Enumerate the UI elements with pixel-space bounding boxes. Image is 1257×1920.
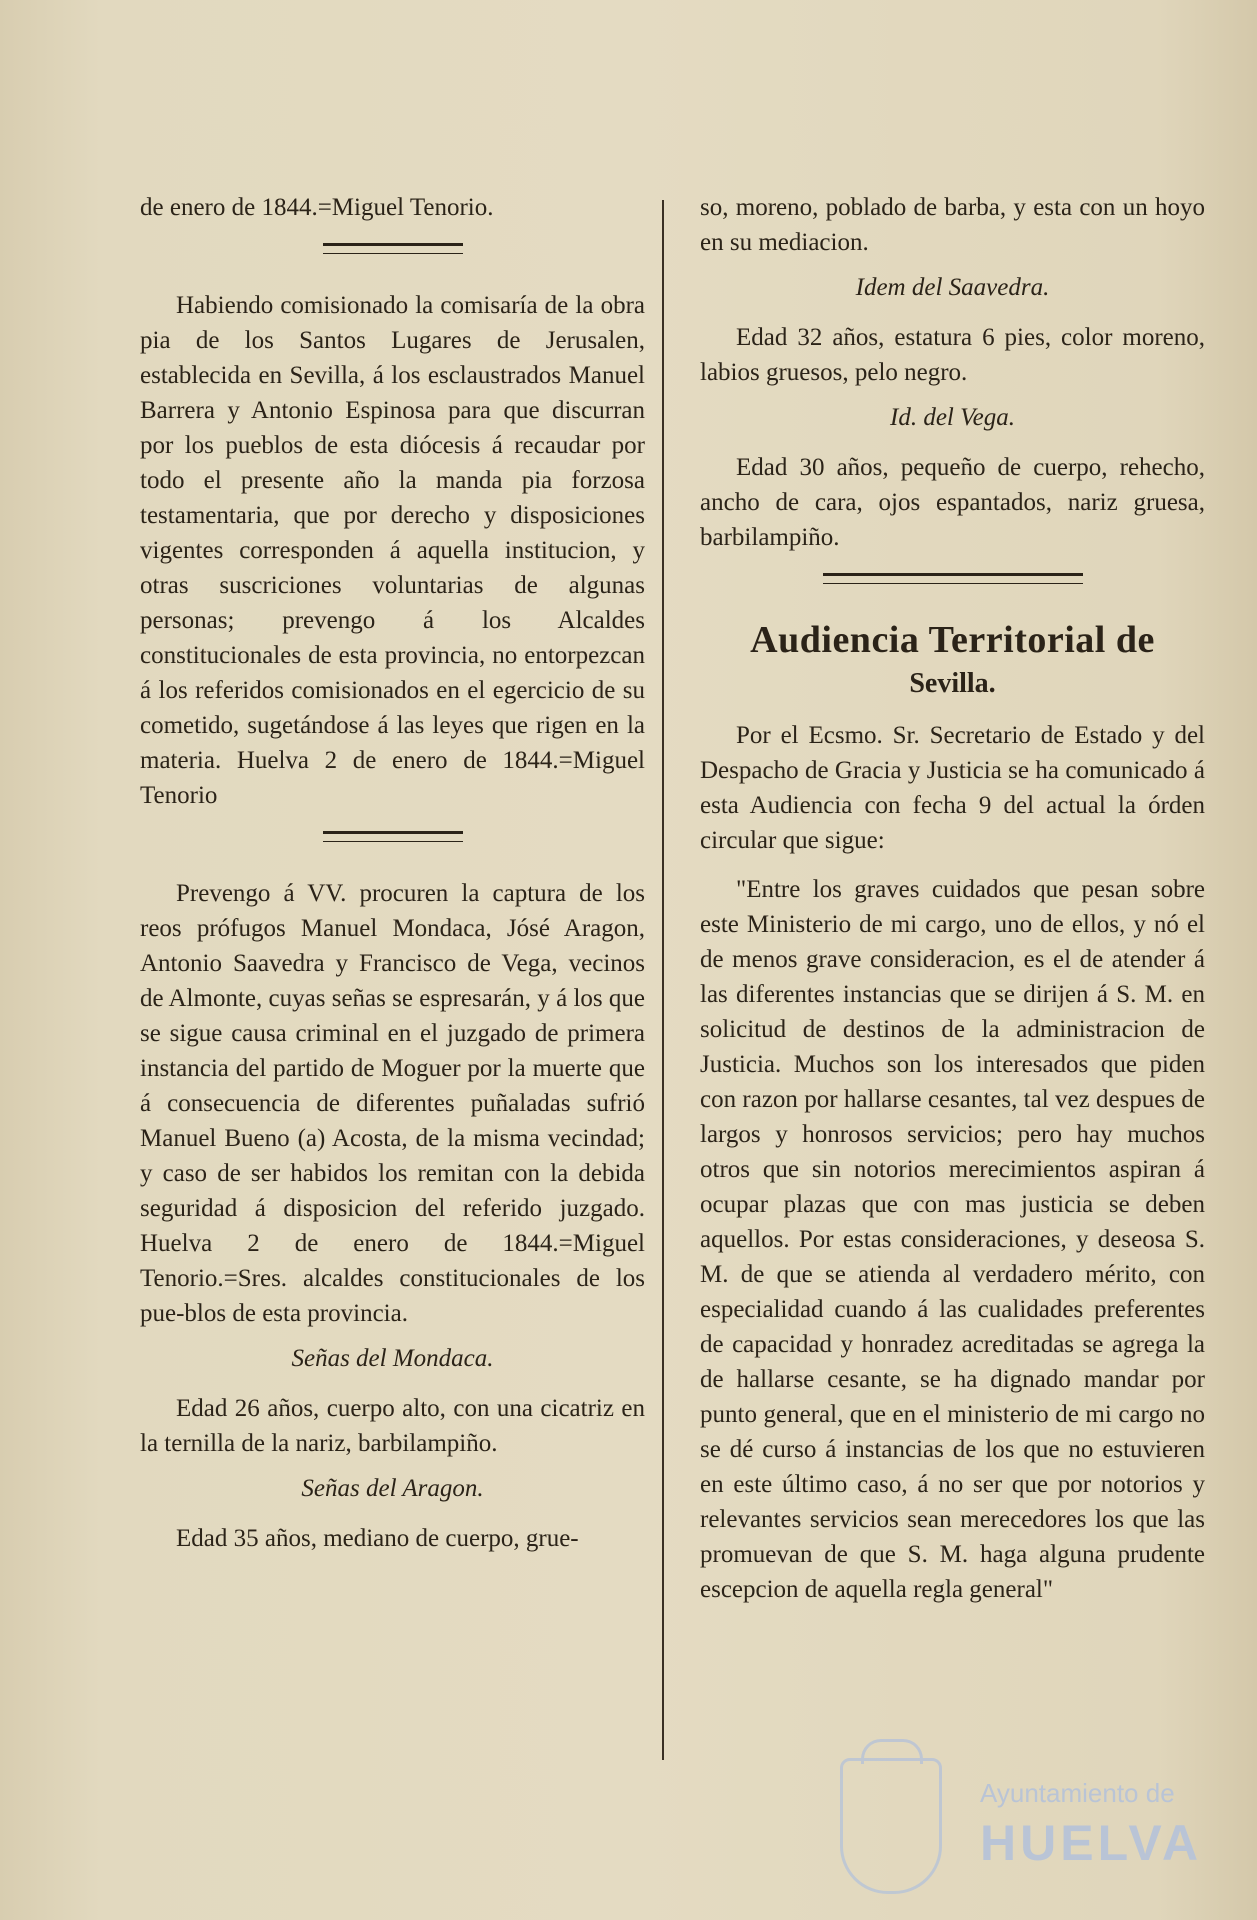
watermark-line1: Ayuntamiento de xyxy=(980,1778,1175,1808)
watermark-logo xyxy=(840,1748,1240,1898)
watermark-line2: HUELVA xyxy=(980,1815,1203,1871)
column-divider xyxy=(662,200,664,1760)
audiencia-circular: "Entre los graves cuidados que pesan sobre este Ministerio de mi cargo, uno de ellos, y nó el de menos grave consideracion, es el de atender á las diferentes instancias que se dirijen á S. M. en solicitud de destinos de la administracion de Justicia. Muchos son los interesados que piden con razon por hallarse cesantes, tal vez despues de largos y honrosos servicios; pero hay muchos otros que sin notorios merecimientos aspiran á ocupar plazas que con mas justicia se deben aquellos. Por estas consideraciones, y deseosa S. M. de que se atienda al verdadero mérito, con especialidad cuando á las cualidades preferentes de capacidad y honradez acreditadas se agrega la de hallarse cesante, se ha dignado mandar por punto general, que en el ministerio de mi cargo no se dé curso á instancias de los que no estuvieren en este último caso, á no ser que por notorios y relevantes servicios sean merecedores los que las promuevan de que S. M. haga alguna prudente escepcion de aquella regla general" xyxy=(700,876,1205,1603)
shield-icon xyxy=(840,1758,942,1894)
desc-aragon-start: Edad 35 años, mediano de cuerpo, grue- xyxy=(176,1525,579,1552)
notice-captura-reos: Prevengo á VV. procuren la captura de los reos prófugos Manuel Mondaca, Jósé Aragon, Antonio Saavedra y Francisco de Vega, vecinos de Almonte, cuyas señas se espresarán, y á los que se sigue causa criminal en el juzgado de primera instancia del partido de Moguer por la muerte que á consecuencia de diferentes puñaladas sufrió Manuel Bueno (a) Acosta, de la misma vecindad; y caso de ser habidos los remitan con la debida seguridad á disposicion del referido juzgado. Huelva 2 de enero de 1844.=Miguel Tenorio.=Sres. alcaldes constitucionales de los pue-blos de esta provincia. xyxy=(140,880,645,1327)
section-subheading: Sevilla. xyxy=(909,668,996,699)
desc-vega: Edad 30 años, pequeño de cuerpo, rehecho, ancho de cara, ojos espantados, nariz gruesa, barbilampiño. xyxy=(700,454,1205,551)
desc-saavedra: Edad 32 años, estatura 6 pies, color moreno, labios gruesos, pelo negro. xyxy=(700,324,1205,386)
audiencia-intro: Por el Ecsmo. Sr. Secretario de Estado y del Despacho de Gracia y Justicia se ha comunicado á esta Audiencia con fecha 9 del actual la órden circular que sigue: xyxy=(700,722,1205,854)
right-column xyxy=(700,190,1205,1621)
section-heading: Audiencia Territorial de xyxy=(750,619,1155,661)
section-divider xyxy=(323,831,463,842)
left-column xyxy=(140,190,645,1570)
section-divider xyxy=(323,243,463,254)
notice-santos-lugares: Habiendo comisionado la comisaría de la obra pia de los Santos Lugares de Jerusalen, establecida en Sevilla, á los esclaustrados Manuel Barrera y Antonio Espinosa para que discurran por los pueblos de esta diócesis á recaudar por todo el presente año la manda pia forzosa testamentaria, que por derecho y disposiciones vigentes corresponden á aquella institucion, y otras suscriciones voluntarias de algunas personas; prevengo á los Alcaldes constitucionales de esta provincia, no entorpezcan á los referidos comisionados en el egercicio de su cometido, sugetándose á las leyes que rigen en la materia. Huelva 2 de enero de 1844.=Miguel Tenorio xyxy=(140,292,645,809)
caption-saavedra: Idem del Saavedra. xyxy=(855,274,1050,301)
caption-vega: Id. del Vega. xyxy=(890,404,1015,431)
caption-mondaca: Señas del Mondaca. xyxy=(291,1345,494,1372)
section-divider xyxy=(823,573,1083,584)
desc-mondaca: Edad 26 años, cuerpo alto, con una cicatriz en la ternilla de la nariz, barbilampiño. xyxy=(140,1395,645,1457)
left-opening-line: de enero de 1844.=Miguel Tenorio. xyxy=(140,194,494,221)
desc-aragon-end: so, moreno, poblado de barba, y esta con un hoyo en su mediacion. xyxy=(700,194,1205,256)
caption-aragon: Señas del Aragon. xyxy=(301,1475,484,1502)
